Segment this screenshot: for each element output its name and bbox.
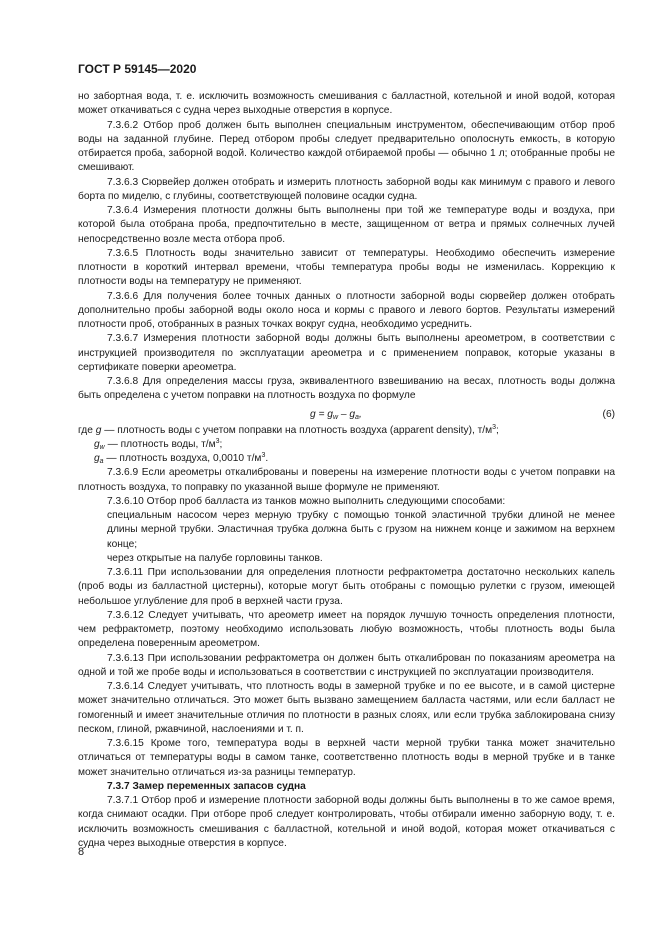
paragraph-7-3-6-7 <box>78 332 615 375</box>
clause-number: 7.3.6.15 <box>107 738 144 749</box>
paragraph-7-3-6-5 <box>78 247 615 290</box>
definition-ga: $g_a$ — плотность воздуха, 0,0010 $т/м^3$. <box>94 452 269 465</box>
paragraph-7-3-6-14 <box>78 680 615 737</box>
definition-g: где g — плотность воды с учетом поправки на плотность воздуха (apparent density), $т/м^3$; <box>78 423 499 436</box>
paragraph-7-3-6-12 <box>78 609 615 652</box>
document-body <box>78 90 615 851</box>
paragraph-7-3-6-2 <box>78 119 615 176</box>
paragraph-7-3-6-11 <box>78 566 615 609</box>
paragraph-text: но забортная вода, т. е. исключить возможность смешивания с балластной, котельной и иной водой, которая может откачиваться с судна через выходные отверстия в корпусе. <box>78 91 615 117</box>
paragraph-text: Следует учитывать, что ареометр имеет на порядок лучшую точность определения плотности, чем рефрактометр, поэтому необходимо использовать любую возможность, чтобы плотность воды была определена поверенным ареометром. <box>78 609 615 650</box>
section-title: Замер переменных запасов судна <box>129 780 306 792</box>
equation-number: (6) <box>602 408 615 420</box>
page-number: 8 <box>78 846 85 858</box>
clause-number: 7.3.6.12 <box>107 609 144 621</box>
definition-gw: $g_w$ — плотность воды, $т/м^3$; <box>94 437 223 451</box>
paragraph-7-3-6-10 <box>78 495 615 509</box>
paragraph-text: Отбор проб балласта из танков можно выполнить следующими способами: <box>143 495 506 507</box>
paragraph-text: Следует учитывать, что плотность воды в замерной трубке и по ее высоте, и в самой цистерне может значительно отличаться. Это может быть вызвано замещением балласта частями, или если балласт не гомогенный и имеет значительные отличия по плотности в разных слоях, или если трубка заблокирована снизу песком, глиной, ржавчиной, наслоениями и т. п. <box>78 681 615 735</box>
paragraph-text: Измерения плотности заборной воды должны быть выполнены ареометром, в соответствии с инструкцией производителя по эксплуатации ареометра и с применением поправок, которые указаны в сертификате поверки ареометра. <box>78 333 615 373</box>
list-item: через открытые на палубе горловины танков. <box>107 552 323 564</box>
paragraph-text: Измерения плотности должны быть выполнены при той же температуре воды и воздуха, при которой была отобрана проба, предпочтительно в месте, защищенном от ветра и прямых солнечных лучей непосредственно возле места отбора проб. <box>78 205 615 245</box>
paragraph-7-3-6-6 <box>78 290 615 333</box>
paragraph-text: При использовании для определения плотности рефрактометра достаточно нескольких капель (проб воды из балластной цистерны), которые могут быть отобраны с помощью рулетки с грузом, имеющей небольшое углубление для проб в верхней части груза. <box>78 567 615 607</box>
clause-number: 7.3.6.8 <box>107 376 139 387</box>
formula-6 <box>78 406 615 424</box>
paragraph-text: При использовании рефрактометра он должен быть откалиброван по показаниям ареометра на одной и той же пробе воды и использоваться в соответствии с инструкцией по эксплуатации производителя. <box>78 652 615 678</box>
clause-number: 7.3.6.14 <box>107 681 144 692</box>
paragraph-text: Плотность воды значительно зависит от температуры. Необходимо обеспечить измерение плотности в короткий интервал времени, чтобы температура пробы воды не изменилась. Коррекцию к плотности воды на температуру не применяют. <box>78 247 615 288</box>
paragraph-continuation <box>78 90 615 119</box>
clause-number: 7.3.6.2 <box>107 119 139 131</box>
clause-number: 7.3.6.6 <box>107 290 139 302</box>
paragraph-7-3-6-13 <box>78 652 615 681</box>
paragraph-text: Для определения массы груза, эквивалентного взвешиванию на весах, плотность воды должна быть определена с учетом поправки на плотность воздуха по формуле <box>78 376 615 402</box>
paragraph-7-3-6-9 <box>78 466 615 495</box>
section-number: 7.3.7 <box>107 780 130 792</box>
paragraph-text: Для получения более точных данных о плотности заборной воды сюрвейер должен отобрать дополнительно пробы заборной воды около носа и кормы с правого и левого бортов. Результаты измерений плотности проб, отобранных в разных точках вокруг судна, необходимо усреднить. <box>78 290 615 330</box>
paragraph-text: Если ареометры откалиброваны и поверены на измерение плотности воды с учетом поправки на плотность воздуха, то поправку по указанной выше формуле не применяют. <box>78 467 615 493</box>
clause-number: 7.3.6.5 <box>107 247 139 259</box>
section-heading-7-3-7 <box>78 780 615 794</box>
paragraph-text: Отбор проб и измерение плотности заборной воды должны быть выполнены в то же самое время, когда снимают осадки. При отборе проб следует контролировать, чтобы отбирали именно заборную воду, т. е. исключить возможность смешивания с балластной, котельной и иной водой, которая может откачиваться с судна через выходные отверстия в корпусе. <box>78 795 615 849</box>
clause-number: 7.3.6.3 <box>107 176 139 188</box>
clause-number: 7.3.6.9 <box>107 467 139 479</box>
paragraph-text: Отбор проб должен быть выполнен специальным инструментом, обеспечивающим отбор проб воды на заданной глубине. Перед отбором пробы следует предварительно ополоснуть емкость, в которую отбирается проба, заборной водой. Количество каждой отбираемой пробы — обычно 1 л; отобранные пробы не смешивают. <box>78 119 615 174</box>
clause-number: 7.3.6.4 <box>107 205 139 216</box>
document-header: ГОСТ Р 59145—2020 <box>78 62 197 76</box>
paragraph-7-3-6-15 <box>78 737 615 780</box>
paragraph-7-3-6-8 <box>78 375 615 404</box>
formula-expression: $g = g_w - g_a$, <box>310 408 362 421</box>
clause-number: 7.3.6.13 <box>107 652 144 664</box>
paragraph-7-3-6-3 <box>78 176 615 205</box>
paragraph-7-3-7-1 <box>78 794 615 851</box>
clause-number: 7.3.6.10 <box>107 495 144 507</box>
clause-number: 7.3.7.1 <box>107 795 139 806</box>
list-item: специальным насосом через мерную трубку с помощью тонкой эластичной трубки длиной не менее длины мерной трубки. Эластичная трубка должна быть с грузом на нижнем конце и зажимом на верхнем конце; <box>107 510 615 550</box>
clause-number: 7.3.6.11 <box>107 567 144 578</box>
paragraph-text: Кроме того, температура воды в верхней части мерной трубки танка может значительно отличаться от температуры воды в самом танке, соответственно плотность воды в мерной трубке и в танке может значительно отличаться из-за разницы температур. <box>78 738 615 778</box>
paragraph-7-3-6-4 <box>78 204 615 247</box>
clause-number: 7.3.6.7 <box>107 333 139 345</box>
paragraph-text: Сюрвейер должен отобрать и измерить плотность заборной воды как минимум с правого и левого борта по миделю, с глубины, соответствующей половине осадки судна. <box>78 176 615 202</box>
